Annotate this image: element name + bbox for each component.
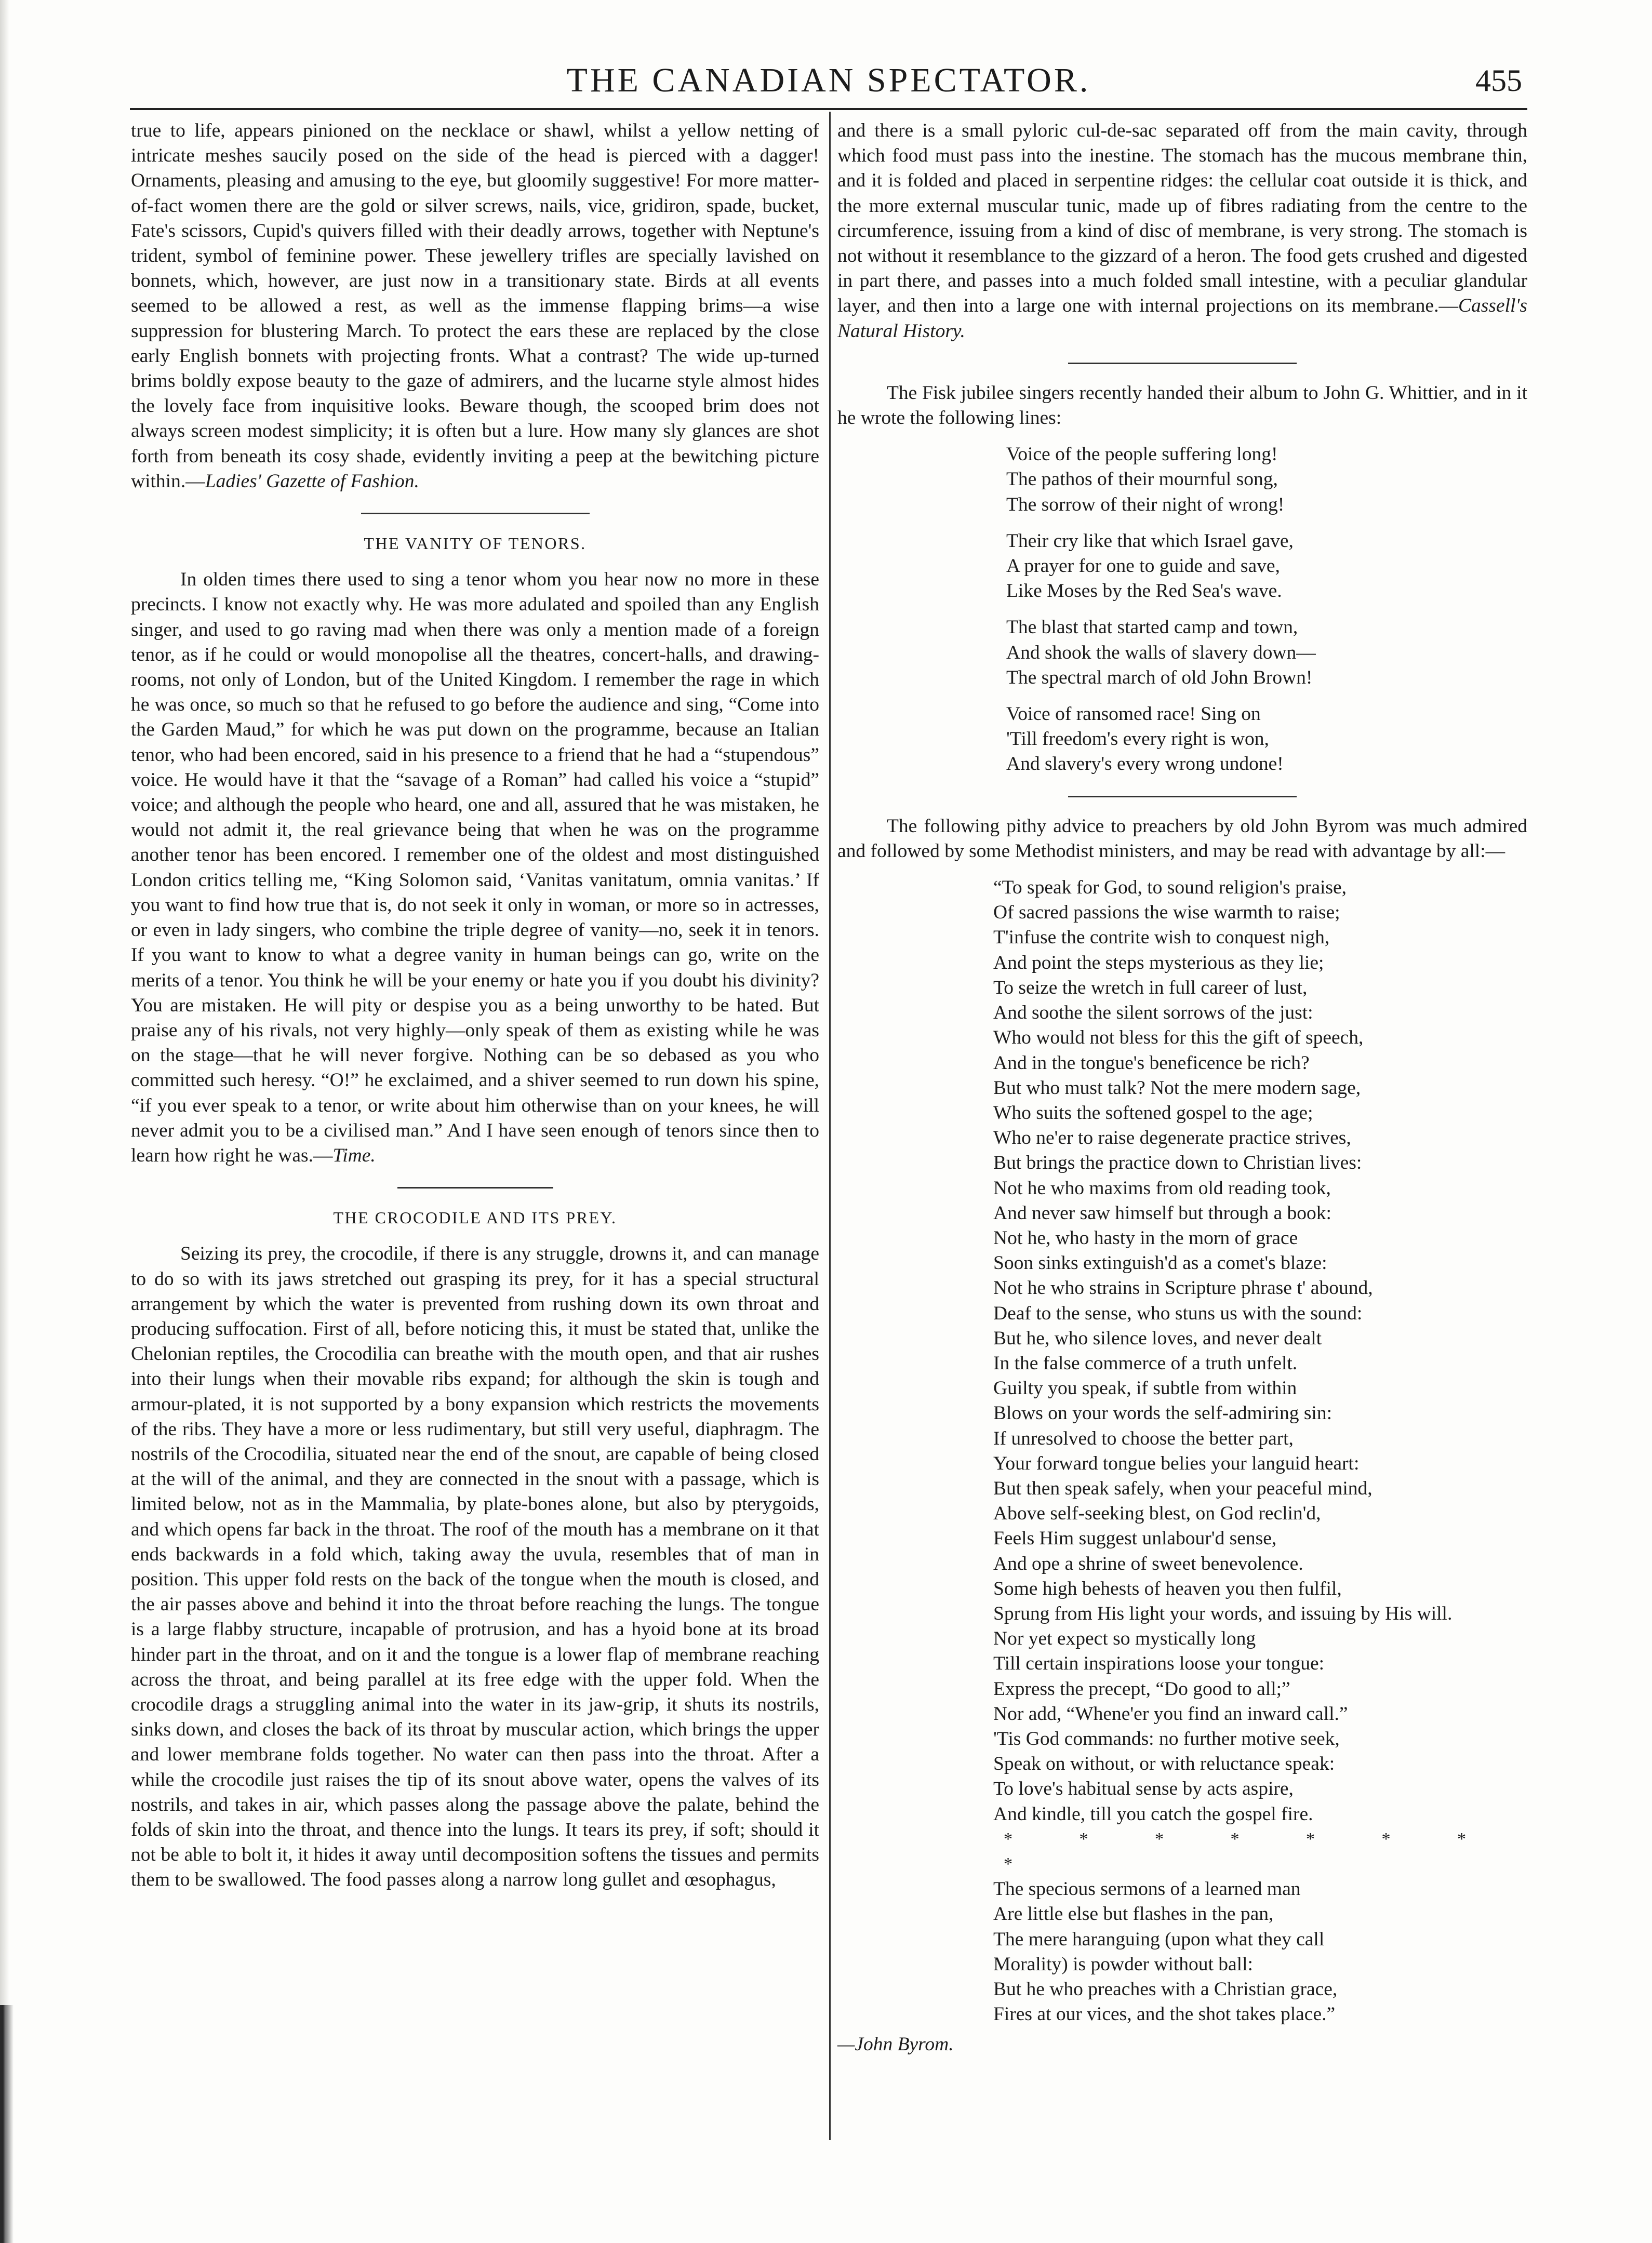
poem-line: Blows on your words the self-admiring sin:: [993, 1403, 1333, 1424]
poem-line: Guilty you speak, if subtle from within: [993, 1378, 1297, 1399]
poem-line: Not he, who hasty in the morn of grace: [993, 1227, 1298, 1249]
page-number: 455: [1475, 63, 1522, 98]
poem-line: Sprung from His light your words, and issuing by His will.: [993, 1603, 1453, 1624]
poem-line: Nor yet expect so mystically long: [993, 1628, 1256, 1650]
whittier-poem: [837, 442, 1527, 777]
crocodile-continued-paragraph: [837, 118, 1527, 344]
header-rule: [130, 108, 1527, 110]
section-rule: [397, 1187, 553, 1189]
poem-line: The spectral march of old John Brown!: [1006, 666, 1313, 688]
poem-line: But who must talk? Not the mere modern sage,: [993, 1077, 1361, 1099]
poem-line: Soon sinks extinguish'd as a comet's blaze:: [993, 1252, 1327, 1274]
poem-line: The pathos of their mournful song,: [1006, 469, 1278, 490]
byrom-poem-part-2: [993, 1877, 1527, 2027]
poem-stanza: [1006, 442, 1527, 517]
poem-line: And slavery's every wrong undone!: [1006, 753, 1284, 775]
tenors-paragraph: [131, 567, 819, 1168]
poem-line: And kindle, till you catch the gospel fire.: [993, 1803, 1313, 1825]
left-column: [131, 118, 819, 1893]
poem-stanza: [1006, 615, 1527, 690]
poem-line: Not he who strains in Scripture phrase t' abound,: [993, 1277, 1373, 1299]
poem-line: The sorrow of their night of wrong!: [1006, 493, 1285, 515]
poem-line: Nor add, “Whene'er you find an inward call.”: [993, 1703, 1348, 1725]
poem-line: Voice of the people suffering long!: [1006, 444, 1278, 465]
poem-line: 'Till freedom's every right is won,: [1006, 728, 1269, 750]
scan-edge: [0, 0, 9, 2243]
poem-line: But then speak safely, when your peaceful mind,: [993, 1477, 1373, 1499]
crocodile-paragraph: Seizing its prey, the crocodile, if there is any struggle, drowns it, and can manage to do so with its jaws stretched out grasping its prey, for it has a special structural arrangement by which the water is prevented from rushing down its own throat and producing suffocation. First of all, before noticing this, it must be stated that, unlike the Chelonian reptiles, the Crocodilia can breathe with the mouth open, and that air rushes into their lungs when their movable ribs expand; for although the skin is tough and armour-plated, it is not supported by a bony expansion which restricts the movements of the ribs. They have a more or less rudimentary, but still very useful, diaphragm. The nostrils of the Crocodilia, situated near the end of the snout, are capable of being closed at the will of the animal, and they are connected in the snout with a passage, which is limited below, not as in the Mammalia, by plate-bones alone, but also by pterygoids, and which opens far back in the throat. The roof of the mouth has a membrane on it that ends backwards in a fold which, taking away the uvula, resembles that of man in position. This upper fold rests on the back of the tongue when the mouth is closed, and the air passes above and behind it into the throat before reaching the lungs. The tongue is a large flabby structure, incapable of protrusion, and has a hyoid bone at its broad hinder part in the throat, and on it and the tongue is a lower flap of membrane reaching across the throat, and being parallel at its free edge with the upper fold. When the crocodile drags a struggling animal into the water in its jaw-grip, it shuts its nostrils, sinks down, and closes the back of its throat by muscular action, which brings the upper and lower membrane folds together. No water can then pass into the throat. After a while the crocodile just raises the tip of its snout above water, opens the valves of its nostrils, and takes in air, which passes along the passage above the palate, behind the folds of skin into the throat, and thence into the lungs. It tears its prey, if soft; should it not be able to bolt it, it hides it away until decomposition softens the tissues and permits them to be swallowed. The food passes along a narrow long gullet and œsophagus,: [131, 1243, 819, 1891]
poem-line: “To speak for God, to sound religion's praise,: [993, 877, 1347, 899]
poem-line: And soothe the silent sorrows of the just:: [993, 1002, 1313, 1024]
poem-line: Who ne'er to raise degenerate practice strives,: [993, 1127, 1351, 1149]
poem-line: And in the tongue's beneficence be rich?: [993, 1052, 1310, 1074]
poem-line: And shook the walls of slavery down—: [1006, 642, 1316, 663]
poem-line: Who would not bless for this the gift of speech,: [993, 1027, 1364, 1049]
poem-line: Fires at our vices, and the shot takes place.”: [993, 2004, 1336, 2025]
crocodile-title: THE CROCODILE AND ITS PREY.: [333, 1208, 617, 1227]
poem-line: 'Tis God commands: no further motive seek,: [993, 1728, 1340, 1750]
poem-line: The mere haranguing (upon what they call: [993, 1928, 1325, 1950]
poem-line: Like Moses by the Red Sea's wave.: [1006, 580, 1282, 602]
poem-line: Their cry like that which Israel gave,: [1006, 530, 1294, 552]
poem-stanza: [1006, 702, 1527, 777]
journal-title: THE CANADIAN SPECTATOR.: [566, 61, 1091, 99]
section-rule: [1068, 796, 1297, 797]
poem-stanza: [1006, 529, 1527, 604]
section-stars: * * * * * * * *: [1004, 1829, 1497, 1874]
poem-line: Feels Him suggest unlabour'd sense,: [993, 1528, 1277, 1550]
poem-line: And never saw himself but through a book:: [993, 1202, 1331, 1224]
section-rule: [361, 513, 590, 514]
poem-line: The specious sermons of a learned man: [993, 1878, 1301, 1900]
poem-line: Morality) is powder without ball:: [993, 1953, 1253, 1975]
page-header: [130, 57, 1527, 104]
poem-line: In the false commerce of a truth unfelt.: [993, 1352, 1298, 1374]
tenors-title: THE VANITY OF TENORS.: [364, 534, 587, 553]
poem-line: Speak on without, or with reluctance speak:: [993, 1753, 1335, 1775]
poem-line: To love's habitual sense by acts aspire,: [993, 1778, 1294, 1800]
poem-line: Deaf to the sense, who stuns us with the sound:: [993, 1302, 1363, 1324]
poem-line: Above self-seeking blest, on God reclin'd,: [993, 1503, 1321, 1525]
poem-line: But he, who silence loves, and never dealt: [993, 1327, 1322, 1349]
poem-line: Of sacred passions the wise warmth to raise;: [993, 902, 1340, 924]
poem-line: The blast that started camp and town,: [1006, 617, 1298, 638]
section-rule: [1068, 363, 1297, 364]
poem-line: But he who preaches with a Christian grace,: [993, 1979, 1338, 2000]
poem-line: T'infuse the contrite wish to conquest nigh,: [993, 927, 1330, 949]
poem-line: Voice of ransomed race! Sing on: [1006, 703, 1261, 725]
column-divider: [829, 112, 831, 2140]
whittier-intro: The Fisk jubilee singers recently handed their album to John G. Whittier, and in it he wrote the following lines:: [837, 382, 1527, 429]
poem-line: A prayer for one to guide and save,: [1006, 555, 1280, 577]
tenors-source: Time.: [332, 1144, 376, 1166]
poem-line: Your forward tongue belies your languid heart:: [993, 1452, 1360, 1474]
right-column: [837, 118, 1527, 2058]
byrom-signoff: —John Byrom.: [837, 2034, 954, 2055]
poem-line: Not he who maxims from old reading took,: [993, 1177, 1331, 1199]
poem-line: To seize the wretch in full career of lust,: [993, 977, 1308, 998]
crocodile-continued-text: and there is a small pyloric cul-de-sac separated off from the main cavity, through which food must pass into the inestine. The stomach has the mucous membrane thin, and it is folded and placed in serpentine ridges: the cellular coat outside it is thick, and the more external muscular tunic, made up of fibres radiating from the centre to the circumference, issuing from a kind of disc of membrane, is very strong. The stomach is not without it resemblance to the gizzard of a heron. The food gets crushed and digested in part there, and passes into a much folded small intestine, with a peculiar glandular layer, and then into a large one with internal projections on its membrane.—: [837, 120, 1527, 317]
poem-line: Till certain inspirations loose your tongue:: [993, 1653, 1325, 1675]
crocodile-source: Cassell's Natural History.: [837, 295, 1527, 342]
fashion-text: true to life, appears pinioned on the necklace or shawl, whilst a yellow netting of intricate meshes saucily posed on the side of the head is pierced with a dagger! Ornaments, pleasing and amusing to the eye, but gloomily suggestive! For more matter-of-fact women there are the gold or silver screws, nails, vice, gridiron, spade, bucket, Fate's scissors, Cupid's quivers filled with their deadly arrows, together with Neptune's trident, symbol of feminine power. These jewellery trifles are specially lavished on bonnets, which, however, are just now in a transitionary state. Birds at all events seemed to be allowed a rest, as well as the immense flapping brims—a wise suppression for blustering March. To protect the ears these are replaced by the close early English bonnets with projecting fronts. What a contrast? The wide up-turned brims boldly expose beauty to the gaze of admirers, and the lucarne style almost hides the lovely face from inquisitive looks. Beware though, the scooped brim does not always screen modest simplicity; it is often but a lure. How many sly glances are shot forth from beneath its cosy shade, evidently inviting a peep at the bewitching picture within.—: [131, 120, 819, 492]
poem-line: Are little else but flashes in the pan,: [993, 1903, 1274, 1925]
poem-line: Who suits the softened gospel to the age;: [993, 1102, 1313, 1124]
fashion-source: Ladies' Gazette of Fashion.: [205, 470, 419, 492]
byrom-intro: The following pithy advice to preachers by old John Byrom was much admired and followed by some Methodist ministers, and may be read with advantage by all:—: [837, 815, 1527, 862]
byrom-poem-part-1: [993, 875, 1527, 1827]
poem-line: But brings the practice down to Christian lives:: [993, 1152, 1362, 1174]
poem-line: If unresolved to choose the better part,: [993, 1427, 1294, 1449]
tenors-text: In olden times there used to sing a tenor whom you hear now no more in these precincts. I know not exactly why. He was more adulated and spoiled than any English singer, and used to go raving mad when there was only a mention made of a foreign tenor, as if he could or would monopolise all the theatres, concert-halls, and drawing-rooms, not only of London, but of the United Kingdom. I remember the rage in which he was once, so much so that he refused to go before the audience and sing, “Come into the Garden Maud,” for which he was put down on the programme, because an Italian tenor, who had been encored, said in his presence to a friend that he had a “stupendous” voice. He would have it that the “savage of a Roman” had called his voice a “stupid” voice; and although the people who heard, one and all, assured that he was mistaken, he would not admit it, the real grievance being that when he was on the programme another tenor has been encored. I remember one of the oldest and most distinguished London critics telling me, “King Solomon said, ‘Vanitas vanitatum, omnia vanitas.’ If you want to find how true that is, do not seek it only in woman, or more so in actresses, or even in lady singers, who combine the triple degree of vanity—no, seek it in tenors. If you want to know to what a degree vanity in human beings can go, write on the merits of a tenor. You think he will be your enemy or hate you if you doubt his divinity? You are mistaken. He will pity or despise you as a being unworthy to be hated. But praise any of his rivals, not very highly—only speak of them as existing while he was on the stage—that he will never forgive. Nothing can be so debased as you who committed such heresy. “O!” he exclaimed, and a shiver seemed to run down his spine, “if you ever speak to a tenor, or write about him otherwise than on your knees, he will never admit you to be a civilised man.” And I have seen enough of tenors since then to learn how right he was.—: [131, 569, 819, 1166]
binding-crease: [0, 2005, 14, 2243]
poem-line: Some high behests of heaven you then fulfil,: [993, 1578, 1342, 1599]
poem-line: And ope a shrine of sweet benevolence.: [993, 1553, 1303, 1574]
poem-line: Express the precept, “Do good to all;”: [993, 1678, 1290, 1700]
poem-line: And point the steps mysterious as they lie;: [993, 952, 1324, 973]
fashion-paragraph: [131, 118, 819, 494]
byrom-poem: [993, 875, 1527, 2027]
